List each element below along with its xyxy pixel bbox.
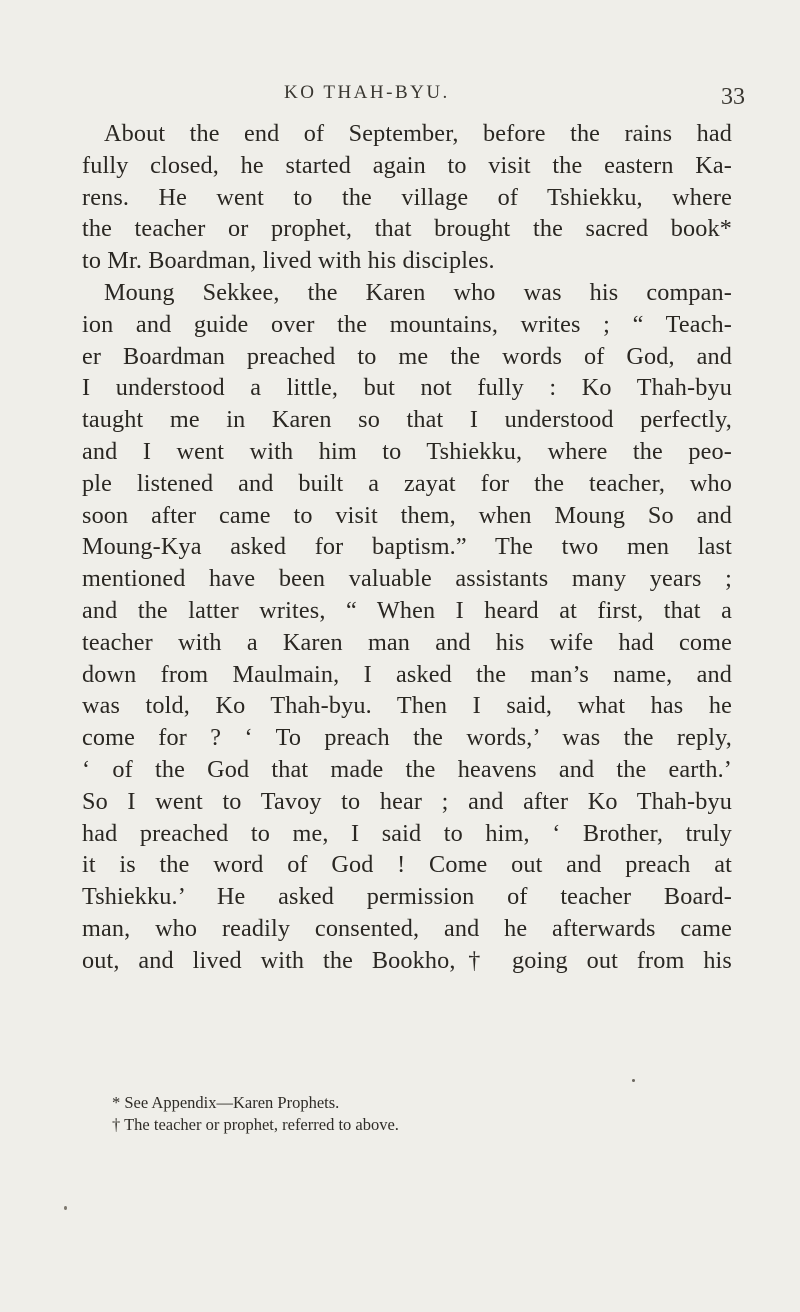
- text-line: down from Maulmain, I asked the man’s name, and: [82, 660, 732, 688]
- text-line: it is the word of God ! Come out and preach at: [82, 851, 732, 879]
- print-speck: [64, 1206, 67, 1210]
- text-line: out, and lived with the Bookho,† going out from his: [82, 946, 732, 974]
- text-line: and the latter writes, “ When I heard at first, that a: [82, 596, 732, 624]
- text-line: Moung Sekkee, the Karen who was his compan-: [104, 278, 732, 306]
- text-line: er Boardman preached to me the words of God, and: [82, 342, 732, 370]
- text-line: was told, Ko Thah-byu. Then I said, what has he: [82, 692, 732, 720]
- text-line: had preached to me, I said to him, ‘ Brother, truly: [82, 819, 732, 847]
- page-number: 33: [721, 84, 745, 110]
- text-line: taught me in Karen so that I understood perfectly,: [82, 406, 732, 434]
- text-line: the teacher or prophet, that brought the sacred book*: [82, 215, 732, 243]
- text-line: ‘ of the God that made the heavens and the earth.’: [82, 755, 732, 783]
- text-line: ple listened and built a zayat for the teacher, who: [82, 469, 732, 497]
- footnote: * See Appendix—Karen Prophets.: [112, 1093, 340, 1112]
- text-line: About the end of September, before the rains had: [104, 120, 732, 147]
- text-line: to Mr. Boardman, lived with his disciples.: [82, 247, 495, 275]
- text-line: I understood a little, but not fully : Ko Thah-byu: [82, 374, 732, 402]
- text-line: man, who readily consented, and he afterwards came: [82, 914, 732, 942]
- print-speck: [632, 1079, 635, 1082]
- text-line: soon after came to visit them, when Moung So and: [82, 501, 732, 529]
- text-line: Moung-Kya asked for baptism.” The two men last: [82, 533, 732, 561]
- running-head: KO THAH-BYU.: [284, 82, 450, 103]
- text-line: mentioned have been valuable assistants many years ;: [82, 565, 732, 593]
- text-line: Tshiekku.’ He asked permission of teacher Board-: [82, 883, 732, 911]
- footnotes: [112, 1092, 592, 1136]
- text-line: and I went with him to Tshiekku, where the peo-: [82, 437, 732, 465]
- text-line: So I went to Tavoy to hear ; and after Ko Thah-byu: [82, 787, 732, 815]
- text-line: teacher with a Karen man and his wife had come: [82, 628, 732, 656]
- body-text: [82, 118, 732, 977]
- footnote: † The teacher or prophet, referred to above.: [112, 1115, 399, 1134]
- text-line: rens. He went to the village of Tshiekku, where: [82, 183, 732, 211]
- text-line: come for ? ‘ To preach the words,’ was the reply,: [82, 724, 732, 752]
- text-line: ion and guide over the mountains, writes ; “ Teach-: [82, 310, 732, 338]
- text-line: fully closed, he started again to visit the eastern Ka-: [82, 151, 732, 179]
